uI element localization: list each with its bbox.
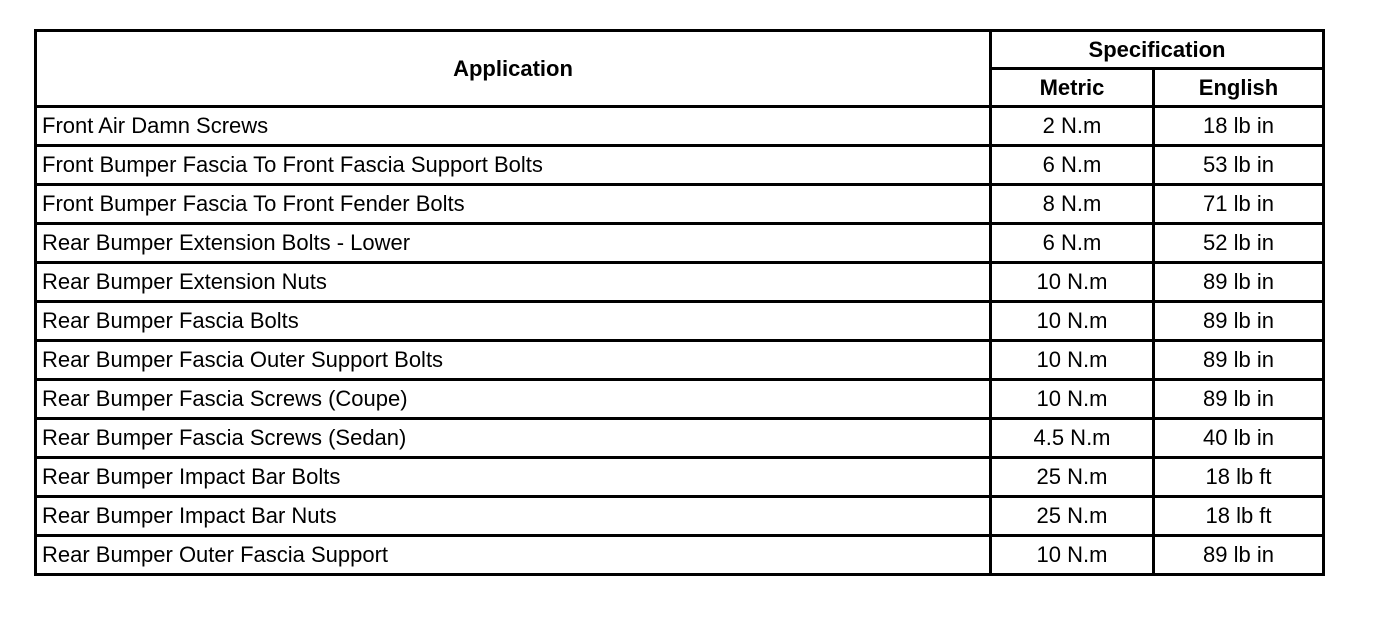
- metric-cell: 4.5 N.m: [991, 419, 1154, 458]
- application-cell: Rear Bumper Fascia Screws (Coupe): [36, 380, 991, 419]
- application-cell: Front Bumper Fascia To Front Fascia Support Bolts: [36, 146, 991, 185]
- application-cell: Rear Bumper Fascia Bolts: [36, 302, 991, 341]
- metric-cell: 6 N.m: [991, 146, 1154, 185]
- table-row: [36, 497, 1324, 536]
- english-cell: 18 lb in: [1154, 107, 1324, 146]
- metric-cell: 6 N.m: [991, 224, 1154, 263]
- english-cell: 18 lb ft: [1154, 497, 1324, 536]
- english-cell: 89 lb in: [1154, 380, 1324, 419]
- table-row: [36, 302, 1324, 341]
- table-row: [36, 536, 1324, 575]
- metric-cell: 2 N.m: [991, 107, 1154, 146]
- english-cell: 52 lb in: [1154, 224, 1324, 263]
- table-row: [36, 263, 1324, 302]
- application-cell: Rear Bumper Extension Bolts - Lower: [36, 224, 991, 263]
- metric-column-header: Metric: [991, 69, 1154, 107]
- application-cell: Rear Bumper Impact Bar Bolts: [36, 458, 991, 497]
- english-column-header: English: [1154, 69, 1324, 107]
- application-cell: Rear Bumper Extension Nuts: [36, 263, 991, 302]
- table-row: [36, 419, 1324, 458]
- english-cell: 89 lb in: [1154, 536, 1324, 575]
- application-cell: Rear Bumper Fascia Screws (Sedan): [36, 419, 991, 458]
- english-cell: 89 lb in: [1154, 302, 1324, 341]
- english-cell: 89 lb in: [1154, 341, 1324, 380]
- metric-cell: 10 N.m: [991, 341, 1154, 380]
- table-row: [36, 341, 1324, 380]
- metric-cell: 10 N.m: [991, 263, 1154, 302]
- english-cell: 89 lb in: [1154, 263, 1324, 302]
- metric-cell: 10 N.m: [991, 380, 1154, 419]
- table-row: [36, 146, 1324, 185]
- table-row: [36, 458, 1324, 497]
- metric-cell: 10 N.m: [991, 536, 1154, 575]
- table-row: [36, 185, 1324, 224]
- english-cell: 40 lb in: [1154, 419, 1324, 458]
- application-cell: Rear Bumper Impact Bar Nuts: [36, 497, 991, 536]
- application-column-header: Application: [36, 31, 991, 107]
- metric-cell: 8 N.m: [991, 185, 1154, 224]
- specification-column-header: Specification: [991, 31, 1324, 69]
- metric-cell: 25 N.m: [991, 458, 1154, 497]
- metric-cell: 25 N.m: [991, 497, 1154, 536]
- english-cell: 18 lb ft: [1154, 458, 1324, 497]
- fastener-torque-table: [34, 29, 1325, 576]
- english-cell: 71 lb in: [1154, 185, 1324, 224]
- application-cell: Rear Bumper Outer Fascia Support: [36, 536, 991, 575]
- table-row: [36, 224, 1324, 263]
- header-row-top: [36, 31, 1324, 69]
- application-cell: Front Air Damn Screws: [36, 107, 991, 146]
- application-cell: Front Bumper Fascia To Front Fender Bolts: [36, 185, 991, 224]
- table-row: [36, 380, 1324, 419]
- table-header: [36, 31, 1324, 107]
- english-cell: 53 lb in: [1154, 146, 1324, 185]
- table-row: [36, 107, 1324, 146]
- application-cell: Rear Bumper Fascia Outer Support Bolts: [36, 341, 991, 380]
- metric-cell: 10 N.m: [991, 302, 1154, 341]
- table-body: [36, 107, 1324, 575]
